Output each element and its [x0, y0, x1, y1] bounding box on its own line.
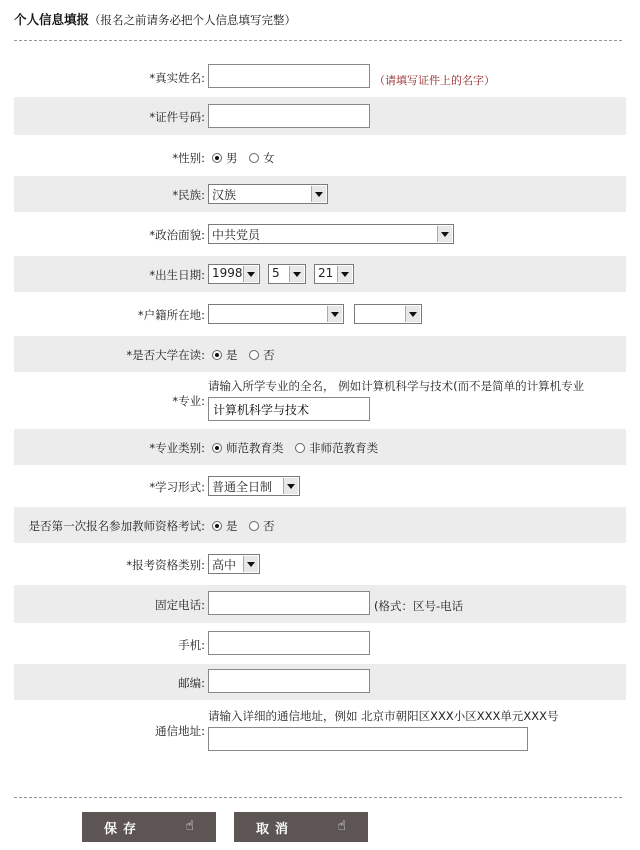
top-divider [14, 40, 622, 41]
address-input[interactable] [208, 727, 528, 751]
major-category-label: *专业类别: [149, 441, 205, 455]
radio-selected-icon[interactable] [212, 153, 222, 163]
row-landline [14, 585, 626, 623]
household-city-select[interactable] [354, 304, 422, 324]
first-time-radio-group [212, 518, 283, 534]
row-at-university [14, 336, 626, 372]
dropdown-arrow-icon[interactable] [243, 266, 258, 282]
radio-empty-icon[interactable] [295, 443, 305, 453]
dropdown-arrow-icon[interactable] [289, 266, 304, 282]
mobile-label: 手机: [178, 638, 205, 652]
first-time-option-yes[interactable]: 是 [212, 519, 238, 533]
gender-option-female[interactable]: 女 [249, 151, 275, 165]
dropdown-arrow-icon[interactable] [243, 556, 258, 572]
birth-year-select[interactable]: 1998 [208, 264, 260, 284]
radio-selected-icon[interactable] [212, 350, 222, 360]
name-input[interactable] [208, 64, 370, 88]
major-hint: 请输入所学专业的全名， 例如计算机科学与技术(而不是简单的计算机专业 [208, 379, 585, 393]
name-hint: （请填写证件上的名字） [374, 74, 495, 87]
qualification-select[interactable]: 高中 [208, 554, 260, 574]
row-postcode [14, 664, 626, 700]
at-university-radio-group [212, 347, 283, 363]
form-subtitle: （报名之前请务必把个人信息填写完整） [89, 13, 297, 27]
birthdate-label: *出生日期: [149, 268, 205, 282]
id-number-label: *证件号码: [149, 110, 205, 124]
row-ethnicity [14, 176, 626, 212]
gender-option-male[interactable]: 男 [212, 151, 238, 165]
first-time-option-no[interactable]: 否 [249, 519, 275, 533]
row-id-number [14, 97, 626, 135]
hand-cursor-icon: ☝ [185, 818, 194, 834]
id-number-input[interactable] [208, 104, 370, 128]
household-province-select[interactable] [208, 304, 344, 324]
form-title: 个人信息填报 [14, 12, 90, 27]
qualification-label: *报考资格类别: [126, 558, 205, 572]
row-political [14, 215, 626, 253]
gender-label: *性别: [172, 151, 205, 165]
household-label: *户籍所在地: [137, 308, 205, 322]
row-name [14, 60, 626, 94]
major-input[interactable] [208, 397, 370, 421]
dropdown-arrow-icon[interactable] [283, 478, 298, 494]
cancel-button[interactable]: 取消 ☝ [234, 812, 368, 842]
dropdown-arrow-icon[interactable] [311, 186, 326, 202]
landline-input[interactable] [208, 591, 370, 615]
radio-empty-icon[interactable] [249, 521, 259, 531]
at-university-option-no[interactable]: 否 [249, 348, 275, 362]
row-birthdate [14, 256, 626, 292]
landline-label: 固定电话: [155, 598, 205, 612]
row-qualification [14, 546, 626, 582]
ethnicity-select[interactable]: 汉族 [208, 184, 328, 204]
hand-cursor-icon: ☝ [337, 818, 346, 834]
radio-selected-icon[interactable] [212, 521, 222, 531]
row-mobile [14, 626, 626, 662]
political-select[interactable]: 中共党员 [208, 224, 454, 244]
landline-hint: (格式：区号-电话 [374, 599, 464, 613]
row-major [14, 374, 626, 426]
row-address [14, 703, 626, 758]
first-time-label: 是否第一次报名参加教师资格考试: [28, 519, 205, 533]
major-category-radio-group [212, 440, 386, 456]
study-form-select[interactable]: 普通全日制 [208, 476, 300, 496]
row-major-category [14, 429, 626, 465]
row-household [14, 295, 626, 333]
postcode-label: 邮编: [178, 676, 205, 690]
study-form-label: *学习形式: [149, 480, 205, 494]
row-first-time [14, 507, 626, 543]
gender-radio-group [212, 150, 283, 166]
dropdown-arrow-icon[interactable] [405, 306, 420, 322]
major-category-option-non-normal[interactable]: 非师范教育类 [295, 441, 378, 455]
political-label: *政治面貌: [149, 228, 205, 242]
save-button[interactable]: 保存 ☝ [82, 812, 216, 842]
mobile-input[interactable] [208, 631, 370, 655]
at-university-option-yes[interactable]: 是 [212, 348, 238, 362]
address-hint: 请输入详细的通信地址，例如 北京市朝阳区XXX小区XXX单元XXX号 [208, 709, 559, 723]
row-study-form [14, 468, 626, 504]
dropdown-arrow-icon[interactable] [337, 266, 352, 282]
birth-day-select[interactable]: 21 [314, 264, 354, 284]
at-university-label: *是否大学在读: [126, 348, 205, 362]
ethnicity-label: *民族: [172, 188, 205, 202]
major-category-option-normal[interactable]: 师范教育类 [212, 441, 284, 455]
row-gender [14, 138, 626, 174]
radio-selected-icon[interactable] [212, 443, 222, 453]
radio-empty-icon[interactable] [249, 350, 259, 360]
postcode-input[interactable] [208, 669, 370, 693]
address-label: 通信地址: [155, 724, 205, 738]
radio-empty-icon[interactable] [249, 153, 259, 163]
dropdown-arrow-icon[interactable] [437, 226, 452, 242]
name-label: *真实姓名: [149, 71, 205, 85]
dropdown-arrow-icon[interactable] [327, 306, 342, 322]
form-header [14, 10, 296, 28]
major-label: *专业: [172, 394, 205, 408]
bottom-divider [14, 797, 622, 798]
birth-month-select[interactable]: 5 [268, 264, 306, 284]
